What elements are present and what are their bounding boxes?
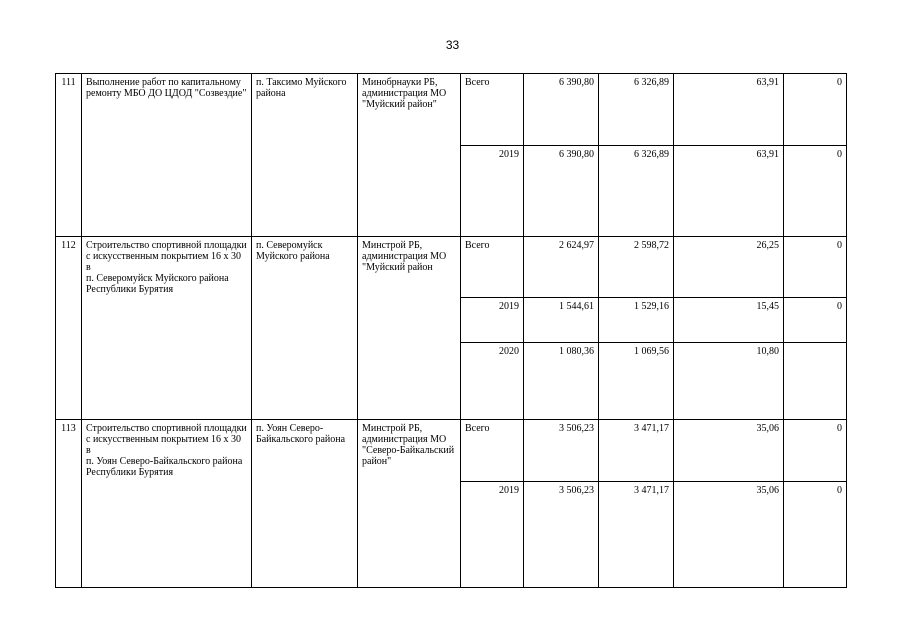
total-amount: 1 544,61	[524, 298, 599, 343]
total-amount: 1 080,36	[524, 343, 599, 420]
program-table	[55, 73, 847, 588]
executor: Минобрнауки РБ, администрация МО "Муйский район"	[358, 74, 461, 237]
year-cell: Всего	[461, 420, 524, 482]
federal-amount: 6 326,89	[599, 146, 674, 237]
local-amount: 0	[784, 420, 847, 482]
federal-amount: 2 598,72	[599, 237, 674, 298]
total-amount: 6 390,80	[524, 146, 599, 237]
local-amount: 0	[784, 482, 847, 588]
local-amount: 0	[784, 237, 847, 298]
executor: Минстрой РБ, администрация МО "Муйский район	[358, 237, 461, 420]
local-amount	[784, 343, 847, 420]
year-cell: 2019	[461, 298, 524, 343]
page-number: 33	[445, 38, 460, 52]
year-cell: 2020	[461, 343, 524, 420]
table-row	[56, 420, 847, 482]
year-cell: 2019	[461, 146, 524, 237]
row-number: 113	[56, 420, 82, 588]
regional-amount: 35,06	[674, 482, 784, 588]
location: п. Северомуйск Муйского района	[252, 237, 358, 420]
federal-amount: 3 471,17	[599, 482, 674, 588]
year-cell: Всего	[461, 74, 524, 146]
table-row	[56, 74, 847, 146]
row-number: 112	[56, 237, 82, 420]
federal-amount: 1 529,16	[599, 298, 674, 343]
year-cell: Всего	[461, 237, 524, 298]
year-cell: 2019	[461, 482, 524, 588]
work-name: Строительство спортивной площадки с искусственным покрытием 16 х 30 в п. Уоян Северо-Байкальского района Республики Бурятия	[82, 420, 252, 588]
total-amount: 3 506,23	[524, 482, 599, 588]
total-amount: 3 506,23	[524, 420, 599, 482]
work-name: Строительство спортивной площадки с искусственным покрытием 16 х 30 в п. Северомуйск Муйского района Республики Бурятия	[82, 237, 252, 420]
local-amount: 0	[784, 74, 847, 146]
local-amount: 0	[784, 298, 847, 343]
regional-amount: 35,06	[674, 420, 784, 482]
location: п. Уоян Северо-Байкальского района	[252, 420, 358, 588]
total-amount: 6 390,80	[524, 74, 599, 146]
total-amount: 2 624,97	[524, 237, 599, 298]
regional-amount: 63,91	[674, 74, 784, 146]
regional-amount: 63,91	[674, 146, 784, 237]
location: п. Таксимо Муйского района	[252, 74, 358, 237]
federal-amount: 3 471,17	[599, 420, 674, 482]
federal-amount: 6 326,89	[599, 74, 674, 146]
regional-amount: 10,80	[674, 343, 784, 420]
local-amount: 0	[784, 146, 847, 237]
regional-amount: 26,25	[674, 237, 784, 298]
executor: Минстрой РБ, администрация МО "Северо-Байкальский район"	[358, 420, 461, 588]
federal-amount: 1 069,56	[599, 343, 674, 420]
row-number: 111	[56, 74, 82, 237]
table-row	[56, 237, 847, 298]
work-name: Выполнение работ по капитальному ремонту МБО ДО ЦДОД "Созвездие"	[82, 74, 252, 237]
regional-amount: 15,45	[674, 298, 784, 343]
